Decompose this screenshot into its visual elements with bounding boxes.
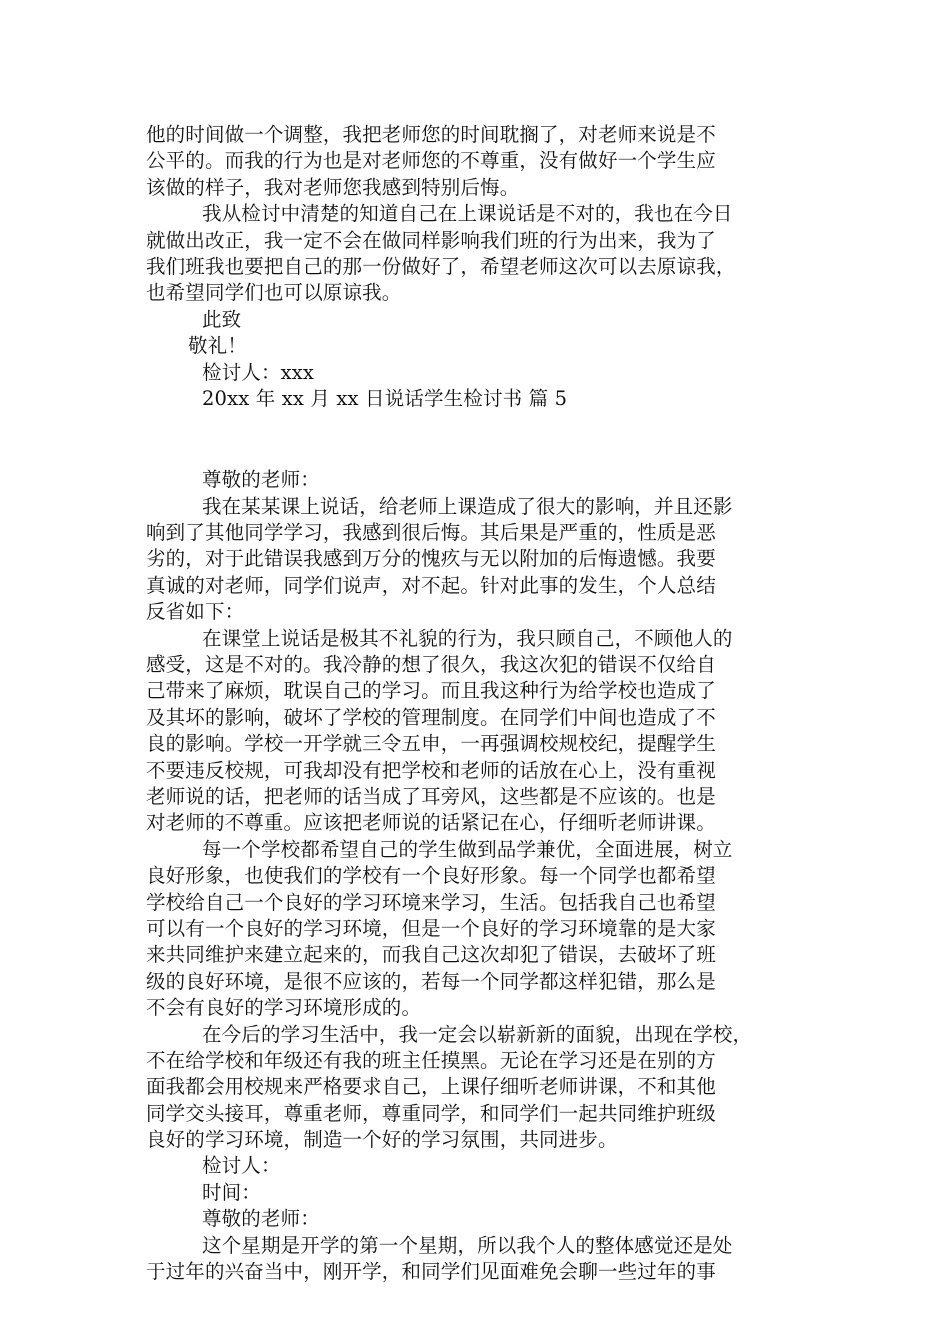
paragraph-line: 不在给学校和年级还有我的班主任摸黑。无论在学习还是在别的方 xyxy=(146,1048,716,1072)
signer-line: 检讨人： xyxy=(202,1154,281,1178)
paragraph-line: 我们班我也要把自己的那一份做好了，希望老师这次可以去原谅我， xyxy=(146,254,736,278)
paragraph-line: 该做的样子，我对老师您我感到特别后悔。 xyxy=(146,175,520,199)
paragraph-line: 良好形象，也使我们的学校有一个良好形象。每一个同学也都希望 xyxy=(146,864,716,888)
paragraph-line: 级的良好环境，是很不应该的，若每一个同学都这样犯错，那么是 xyxy=(146,969,716,993)
paragraph-line: 良好的学习环境，制造一个好的学习氛围，共同进步。 xyxy=(146,1128,618,1152)
paragraph-line: 对老师的不尊重。应该把老师说的话紧记在心，仔细听老师讲课。 xyxy=(146,811,716,835)
salutation: 尊敬的老师： xyxy=(202,1207,320,1231)
document-page xyxy=(146,122,806,1285)
paragraph-line: 不会有良好的学习环境形成的。 xyxy=(146,996,422,1020)
paragraph-line: 面我都会用校规来严格要求自己，上课仔细听老师讲课，不和其他 xyxy=(146,1075,716,1099)
paragraph-line: 也希望同学们也可以原谅我。 xyxy=(146,281,402,305)
paragraph-line: 老师说的话，把老师的话当成了耳旁风，这些都是不应该的。也是 xyxy=(146,784,716,808)
closing-line: 此致 xyxy=(202,307,242,331)
paragraph-line: 来共同维护来建立起来的，而我自己这次却犯了错误，去破坏了班 xyxy=(146,943,716,967)
paragraph-line: 于过年的兴奋当中，刚开学，和同学们见面难免会聊一些过年的事 xyxy=(146,1260,716,1284)
paragraph-line: 他的时间做一个调整，我把老师您的时间耽搁了，对老师来说是不 xyxy=(146,123,716,146)
paragraph-line: 不要违反校规，可我却没有把学校和老师的话放在心上，没有重视 xyxy=(146,758,716,782)
paragraph-line: 反省如下： xyxy=(146,600,245,624)
paragraph-line: 及其坏的影响，破坏了学校的管理制度。在同学们中间也造成了不 xyxy=(146,705,716,729)
paragraph-line: 公平的。而我的行为也是对老师您的不尊重，没有做好一个学生应 xyxy=(146,149,716,173)
section-title: 20xx 年 xx 月 xx 日说话学生检讨书 篇 5 xyxy=(202,386,568,410)
paragraph-line: 劣的，对于此错误我感到万分的愧疚与无以附加的后悔遗憾。我要 xyxy=(146,547,716,571)
signer-line: 检讨人：xxx xyxy=(202,360,315,384)
paragraph-line: 这个星期是开学的第一个星期，所以我个人的整体感觉还是处 xyxy=(202,1233,733,1257)
paragraph-line: 学校给自己一个良好的学习环境来学习，生活。包括我自己也希望 xyxy=(146,890,716,914)
paragraph-line: 良的影响。学校一开学就三令五申，一再强调校规校纪，提醒学生 xyxy=(146,732,716,756)
paragraph-line: 己带来了麻烦，耽误自己的学习。而且我这种行为给学校也造成了 xyxy=(146,679,716,703)
paragraph-line: 响到了其他同学学习，我感到很后悔。其后果是严重的，性质是恶 xyxy=(146,521,716,545)
salutation: 尊敬的老师： xyxy=(202,468,320,492)
paragraph-line: 每一个学校都希望自己的学生做到品学兼优，全面进展，树立 xyxy=(202,837,733,861)
paragraph-line: 在今后的学习生活中，我一定会以崭新新的面貌，出现在学校， xyxy=(202,1022,753,1046)
section-gap xyxy=(146,412,806,467)
paragraph-line: 真诚的对老师，同学们说声，对不起。针对此事的发生，个人总结 xyxy=(146,573,716,597)
paragraph-line: 我在某某课上说话，给老师上课造成了很大的影响，并且还影 xyxy=(202,494,733,518)
closing-line: 敬礼！ xyxy=(188,334,247,358)
paragraph-line: 感受，这是不对的。我冷静的想了很久，我这次犯的错误不仅给自 xyxy=(146,653,716,677)
paragraph-line: 可以有一个良好的学习环境，但是一个良好的学习环境靠的是大家 xyxy=(146,916,716,940)
paragraph-line: 在课堂上说话是极其不礼貌的行为，我只顾自己，不顾他人的 xyxy=(202,626,733,650)
paragraph-line: 我从检讨中清楚的知道自己在上课说话是不对的，我也在今日 xyxy=(202,202,733,226)
time-line: 时间： xyxy=(202,1180,261,1204)
paragraph-line: 同学交头接耳，尊重老师，尊重同学，和同学们一起共同维护班级 xyxy=(146,1101,716,1125)
paragraph-line: 就做出改正，我一定不会在做同样影响我们班的行为出来，我为了 xyxy=(146,228,716,252)
